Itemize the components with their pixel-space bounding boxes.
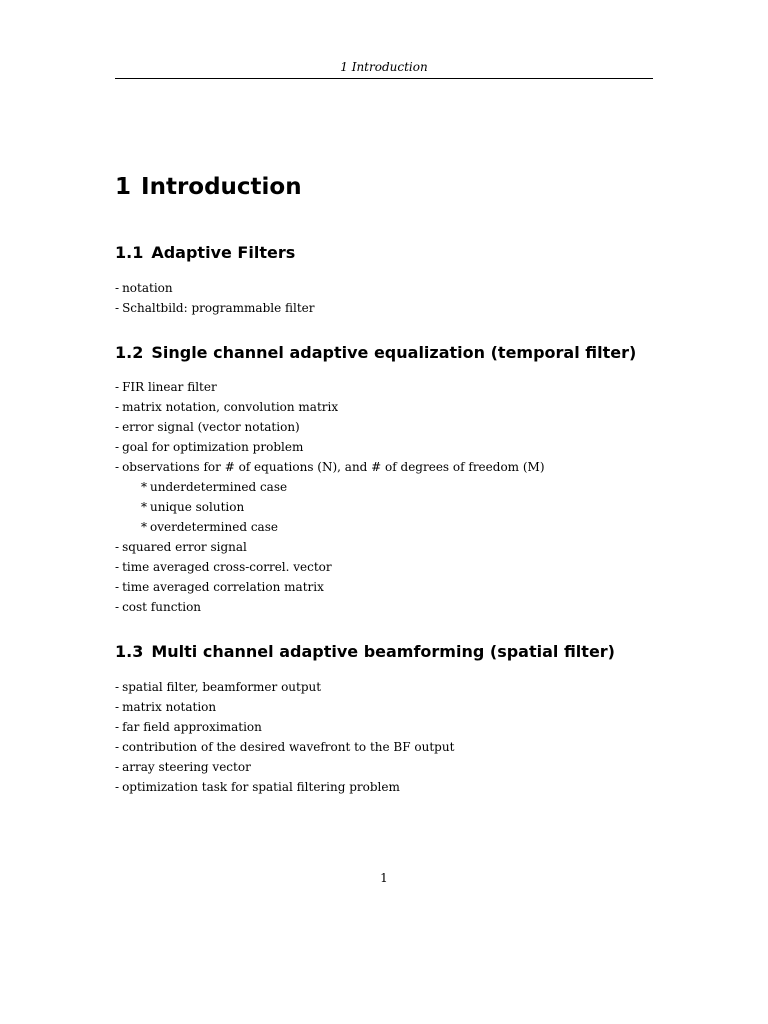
list-item-text: contribution of the desired wavefront to the BF output bbox=[122, 740, 455, 754]
dash-marker: - bbox=[115, 580, 120, 594]
dash-marker: - bbox=[115, 760, 120, 774]
dash-marker: - bbox=[115, 700, 120, 714]
section-title: Single channel adaptive equalization (temporal filter) bbox=[151, 343, 637, 362]
list-item bbox=[115, 298, 675, 318]
dash-marker: - bbox=[115, 400, 120, 414]
running-head: 1 Introduction bbox=[340, 60, 428, 74]
section-item-list bbox=[115, 278, 675, 318]
list-item-text: squared error signal bbox=[122, 540, 247, 554]
list-item-text: Schaltbild: programmable filter bbox=[122, 301, 315, 315]
page-number: 1 bbox=[380, 871, 388, 885]
list-item-text: time averaged cross-correl. vector bbox=[122, 560, 332, 574]
dash-marker: - bbox=[115, 720, 120, 734]
list-item-text: matrix notation, convolution matrix bbox=[122, 400, 339, 414]
list-item-text: spatial filter, beamformer output bbox=[122, 680, 322, 694]
list-item-text: goal for optimization problem bbox=[122, 440, 304, 454]
asterisk-marker: * bbox=[141, 480, 147, 494]
dash-marker: - bbox=[115, 560, 120, 574]
list-item bbox=[115, 597, 675, 617]
section-multi-channel-beamforming bbox=[115, 642, 675, 797]
section-heading bbox=[115, 343, 675, 363]
dash-marker: - bbox=[115, 420, 120, 434]
dash-marker: - bbox=[115, 301, 120, 315]
dash-marker: - bbox=[115, 680, 120, 694]
list-item bbox=[115, 557, 675, 577]
section-heading bbox=[115, 243, 675, 263]
list-item bbox=[115, 457, 675, 477]
header-rule bbox=[115, 78, 653, 79]
list-item-text: far field approximation bbox=[122, 720, 262, 734]
chapter-title bbox=[115, 174, 302, 200]
dash-marker: - bbox=[115, 380, 120, 394]
dash-marker: - bbox=[115, 600, 120, 614]
list-item bbox=[115, 577, 675, 597]
list-item-text: unique solution bbox=[150, 500, 245, 514]
section-title: Multi channel adaptive beamforming (spatial filter) bbox=[151, 642, 615, 661]
section-item-list bbox=[115, 377, 675, 617]
section-title: Adaptive Filters bbox=[151, 243, 296, 262]
list-item-text: FIR linear filter bbox=[122, 380, 217, 394]
section-number: 1.2 bbox=[115, 343, 144, 362]
list-item-text: optimization task for spatial filtering problem bbox=[122, 780, 400, 794]
section-adaptive-filters bbox=[115, 243, 675, 318]
list-item bbox=[115, 777, 675, 797]
list-item-text: notation bbox=[122, 281, 173, 295]
chapter-number: 1 bbox=[115, 174, 132, 200]
list-item-text: error signal (vector notation) bbox=[122, 420, 300, 434]
list-item bbox=[115, 537, 675, 557]
dash-marker: - bbox=[115, 540, 120, 554]
list-item-text: array steering vector bbox=[122, 760, 251, 774]
sub-list-item bbox=[115, 477, 675, 497]
list-item bbox=[115, 717, 675, 737]
sub-list-item bbox=[115, 517, 675, 537]
section-heading bbox=[115, 642, 675, 662]
list-item bbox=[115, 677, 675, 697]
dash-marker: - bbox=[115, 440, 120, 454]
list-item-text: observations for # of equations (N), and # of degrees of freedom (M) bbox=[122, 460, 545, 474]
dash-marker: - bbox=[115, 460, 120, 474]
list-item-text: underdetermined case bbox=[150, 480, 288, 494]
list-item bbox=[115, 737, 675, 757]
dash-marker: - bbox=[115, 740, 120, 754]
list-item bbox=[115, 697, 675, 717]
asterisk-marker: * bbox=[141, 520, 147, 534]
list-item bbox=[115, 417, 675, 437]
asterisk-marker: * bbox=[141, 500, 147, 514]
list-item bbox=[115, 437, 675, 457]
sub-list-item bbox=[115, 497, 675, 517]
chapter-title-text: Introduction bbox=[141, 174, 302, 200]
list-item bbox=[115, 397, 675, 417]
dash-marker: - bbox=[115, 780, 120, 794]
section-single-channel-equalization bbox=[115, 343, 675, 617]
list-item bbox=[115, 757, 675, 777]
list-item-text: matrix notation bbox=[122, 700, 217, 714]
list-item-text: cost function bbox=[122, 600, 202, 614]
list-item bbox=[115, 377, 675, 397]
section-number: 1.3 bbox=[115, 642, 144, 661]
section-item-list bbox=[115, 677, 675, 797]
dash-marker: - bbox=[115, 281, 120, 295]
list-item-text: overdetermined case bbox=[150, 520, 278, 534]
list-item-text: time averaged correlation matrix bbox=[122, 580, 324, 594]
list-item bbox=[115, 278, 675, 298]
section-number: 1.1 bbox=[115, 243, 144, 262]
